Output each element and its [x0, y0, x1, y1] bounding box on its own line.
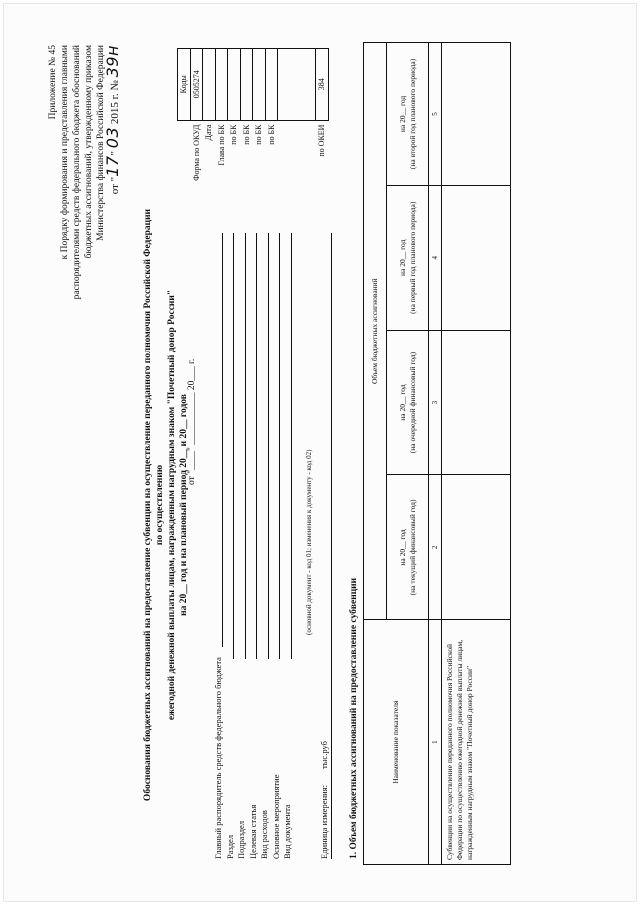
- field-row-document-type: Вид документа: [282, 233, 294, 859]
- appendix-line: распорядителями средств федерального бюджета обоснований: [72, 45, 82, 300]
- table-row-label: Субвенции на осуществление переданного полномочия Российской Федерации по осуществлению ежегодной денежной выплаты лицам, награжденным нагрудным знаком "Почетный донор России": [442, 620, 511, 865]
- table-cell: [442, 475, 511, 620]
- document-type-caption: (основной документ - код 01; изменения к документу - код 02): [305, 449, 313, 635]
- column-header-year: на 20__ год (на первый год планового периода): [387, 185, 429, 330]
- okei-label: по ОКЕИ: [317, 124, 327, 157]
- appendix-date-line: от "17" 03 2015 г. № 39н: [103, 45, 122, 195]
- codes-header: Коды: [178, 49, 191, 121]
- table-cell: [442, 330, 511, 475]
- column-number: 4: [429, 185, 442, 330]
- appendix-number: Приложение № 45: [48, 45, 58, 120]
- appendix-date-day: 17: [103, 155, 122, 177]
- appendix-order-number: 39н: [103, 45, 122, 78]
- units-value: тыс.руб: [319, 741, 329, 769]
- codes-table: [177, 48, 329, 186]
- code-value: [253, 49, 266, 121]
- field-row-chief-administrator: Главный распорядитель средств федерального бюджета: [213, 233, 225, 859]
- column-number: 1: [429, 620, 442, 865]
- form-fields: [213, 233, 294, 859]
- okei-value: 384: [316, 49, 329, 121]
- code-value: [228, 49, 241, 121]
- column-number: 3: [429, 330, 442, 475]
- appendix-line: бюджетных ассигнований, утвержденному приказом: [84, 45, 94, 259]
- document-title: [142, 205, 190, 805]
- code-label: по БК: [266, 124, 276, 145]
- rotated-document: [7, 5, 639, 905]
- code-label: по БК: [254, 124, 264, 145]
- code-label: Дата: [204, 124, 214, 141]
- table-cell: [442, 185, 511, 330]
- column-header-year: на 20__ год (на очередной финансовый год): [387, 330, 429, 475]
- column-header-year: на 20__ год (на текущий финансовый год): [387, 475, 429, 620]
- column-header-year: на 20__ год (на второй год планового периода): [387, 43, 429, 186]
- appendix-line: к Порядку формирования и представления главными: [60, 45, 70, 260]
- field-row-target-item: Целевая статья: [248, 233, 260, 859]
- appendix-date-month: 03: [103, 126, 122, 149]
- code-label: Форма по ОКУД: [191, 124, 201, 181]
- column-number: 2: [429, 475, 442, 620]
- code-value: 0505274: [190, 49, 203, 121]
- code-label: по БК: [229, 124, 239, 145]
- scanned-page: [3, 3, 637, 902]
- table-cell: [442, 43, 511, 186]
- appendix-header: [47, 45, 121, 405]
- appendix-line: Министерства финансов Российской Федерации: [96, 45, 106, 241]
- column-group-header: Объем бюджетных ассигнований: [364, 43, 387, 620]
- code-value: [203, 49, 216, 121]
- column-header-indicator: Наименование показателя: [364, 620, 429, 865]
- field-row-expense-type: Вид расходов: [259, 233, 271, 859]
- section-title: 1. Объем бюджетных ассигнований на предоставление субвенции: [349, 577, 359, 859]
- title-line: Обоснования бюджетных ассигнований на предоставление субвенции на осуществление переданного полномочия Российской Федерации по осуществлению: [143, 208, 165, 802]
- field-row-subsection: Подраздел: [236, 233, 248, 859]
- field-row-section: Раздел: [225, 233, 237, 859]
- title-line: на 20__ год и на плановый период 20__ и 20__ годов: [179, 394, 189, 616]
- code-label: Глава по БК: [216, 124, 226, 166]
- code-value: [240, 49, 253, 121]
- column-number: 5: [429, 43, 442, 186]
- code-label: по БК: [241, 124, 251, 145]
- document-date: от "____" ___________ 20___ г.: [187, 358, 197, 485]
- code-value: [215, 49, 228, 121]
- units-row: [319, 233, 329, 859]
- appendix-date-year: 2015 г. №: [109, 80, 121, 125]
- codes-block: [177, 48, 329, 186]
- field-row-main-activity: Основное мероприятие: [271, 233, 283, 859]
- units-label: Единица измерения:: [319, 785, 329, 859]
- code-value: [265, 49, 278, 121]
- title-line: ежегодной денежной выплаты лицам, награжденным нагрудным знаком "Почетный донор России": [167, 289, 177, 721]
- allocations-table: [363, 42, 511, 865]
